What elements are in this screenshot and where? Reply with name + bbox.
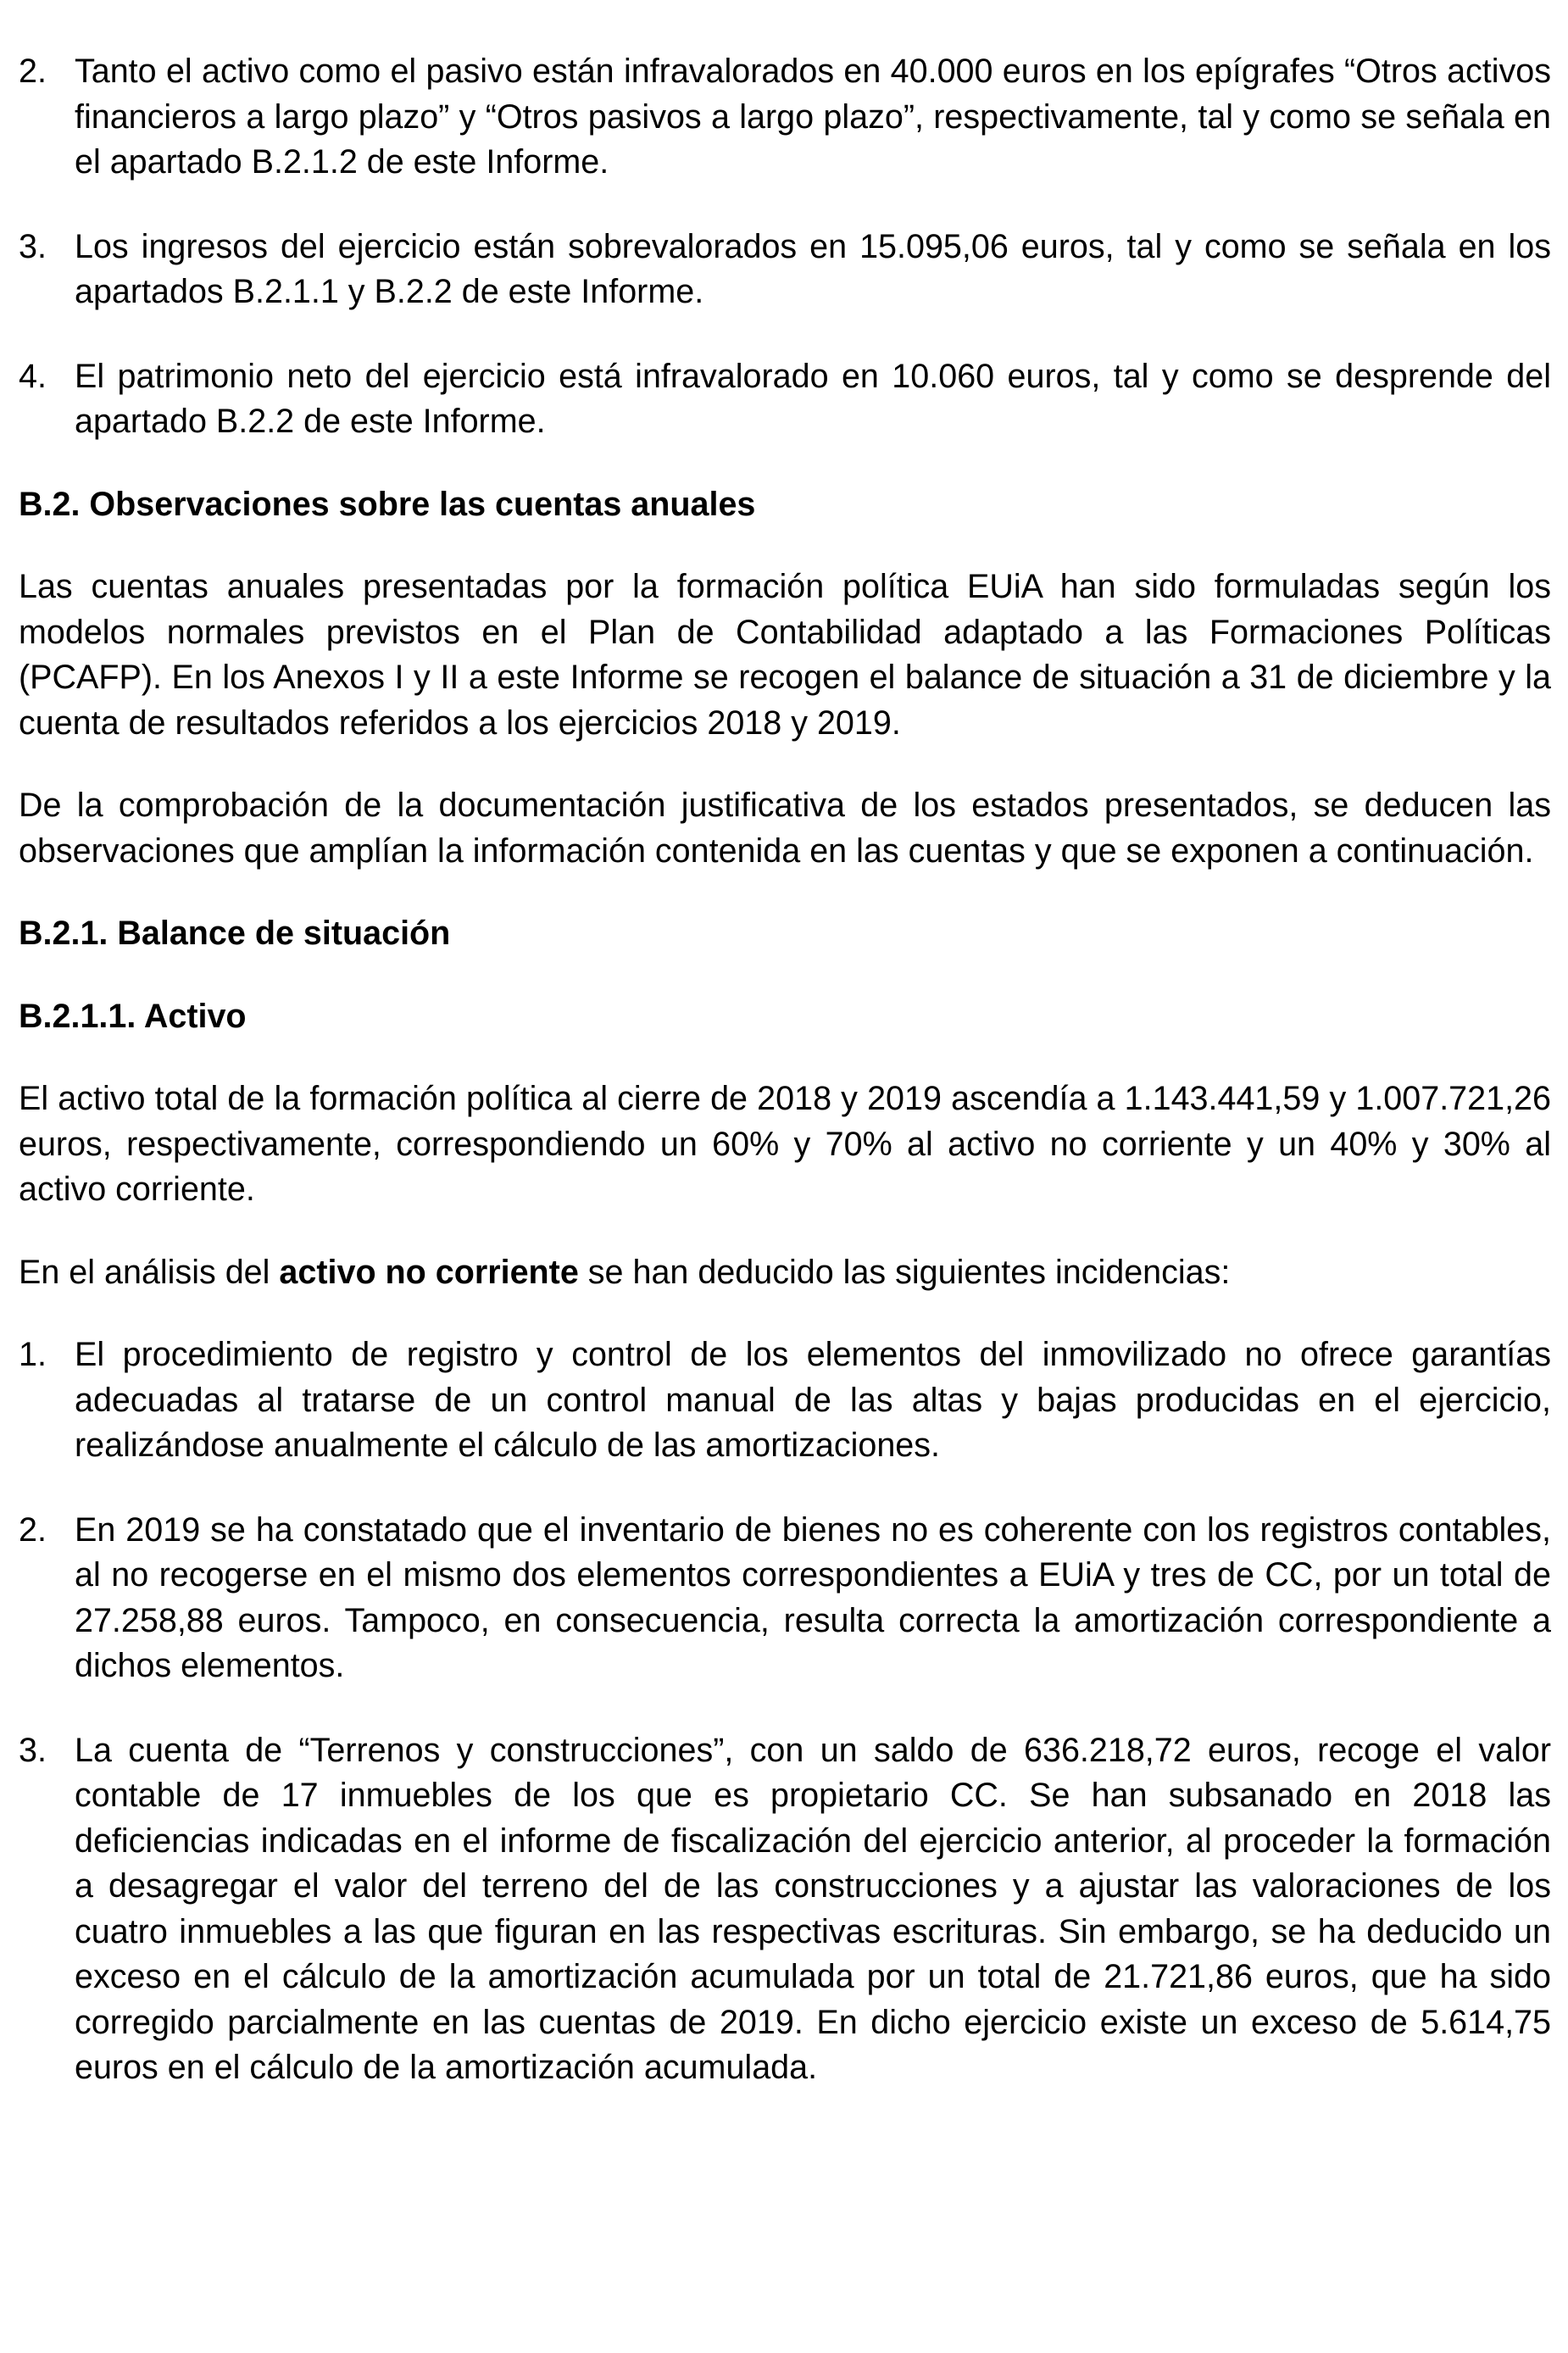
list-item-number: 4. (19, 357, 47, 395)
paragraph: El activo total de la formación política al cierre de 2018 y 2019 ascendía a 1.143.441,59 y 1.007.721,26 euros, respectivamente, correspondiendo un 60% y 70% al activo no corriente y un 40% y 30% al activo corriente. (19, 1080, 1551, 1208)
list-item-text: La cuenta de “Terrenos y construcciones”, con un saldo de 636.218,72 euros, recoge el valor contable de 17 inmuebles de los que es propietario CC. Se han subsanado en 2018 las deficiencias indicadas en el informe de fiscalización del ejercicio anterior, al proceder la formación a desagregar el valor del terreno del de las construcciones y a ajustar las valoraciones de los cuatro inmuebles a las que figuran en las respectivas escrituras. Sin embargo, se ha deducido un exceso en el cálculo de la amortización acumulada por un total de 21.721,86 euros, que ha sido corregido parcialmente en las cuentas de 2019. En dicho ejercicio existe un exceso de 5.614,75 euros en el cálculo de la amortización acumulada. (75, 1731, 1551, 2086)
section-heading-b21: B.2.1. Balance de situación (19, 915, 451, 952)
list-item-number: 3. (19, 1731, 47, 1769)
list-item-number: 2. (19, 1510, 47, 1549)
list-item (19, 1508, 1551, 1689)
list-item-text: Tanto el activo como el pasivo están infravalorados en 40.000 euros en los epígrafes “Otros activos financieros a largo plazo” y “Otros pasivos a largo plazo”, respectivamente, tal y como se señala en el apartado B.2.1.2 de este Informe. (75, 53, 1551, 181)
section-heading-b2: B.2. Observaciones sobre las cuentas anuales (19, 485, 756, 523)
list-item (19, 1332, 1551, 1469)
list-item-number: 1. (19, 1336, 47, 1373)
paragraph: Las cuentas anuales presentadas por la formación política EUiA han sido formuladas según los modelos normales previstos en el Plan de Contabilidad adaptado a las Formaciones Políticas (PCAFP). En los Anexos I y II a este Informe se recogen el balance de situación a 31 de diciembre y la cuenta de resultados referidos a los ejercicios 2018 y 2019. (19, 568, 1551, 742)
list-item-number: 3. (19, 227, 47, 265)
list-item-text: En 2019 se ha constatado que el inventario de bienes no es coherente con los registros contables, al no recogerse en el mismo dos elementos correspondientes a EUiA y tres de CC, por un total de 27.258,88 euros. Tampoco, en consecuencia, resulta correcta la amortización correspondiente a dichos elementos. (75, 1510, 1551, 1684)
list-item-text: Los ingresos del ejercicio están sobrevalorados en 15.095,06 euros, tal y como se señala en los apartados B.2.1.1 y B.2.2 de este Informe. (75, 227, 1551, 310)
section-heading-b211: B.2.1.1. Activo (19, 997, 247, 1035)
bold-term: activo no corriente (279, 1253, 579, 1291)
paragraph: De la comprobación de la documentación justificativa de los estados presentados, se deducen las observaciones que amplían la información contenida en las cuentas y que se exponen a continuación. (19, 787, 1551, 870)
list-item (19, 49, 1551, 186)
paragraph-text: se han deducido las siguientes incidencias: (578, 1253, 1231, 1291)
list-item (19, 225, 1551, 315)
list-item-text: El procedimiento de registro y control de los elementos del inmovilizado no ofrece garantías adecuadas al tratarse de un control manual de las altas y bajas producidas en el ejercicio, realizándose anualmente el cálculo de las amortizaciones. (75, 1336, 1551, 1464)
list-item-number: 2. (19, 53, 47, 90)
list-item-text: El patrimonio neto del ejercicio está infravalorado en 10.060 euros, tal y como se desprende del apartado B.2.2 de este Informe. (75, 357, 1551, 440)
document-page (19, 49, 1551, 2091)
paragraph-intro (19, 1250, 1551, 1296)
paragraph-text: En el análisis del (19, 1253, 280, 1291)
list-item (19, 1728, 1551, 2091)
list-item (19, 354, 1551, 445)
